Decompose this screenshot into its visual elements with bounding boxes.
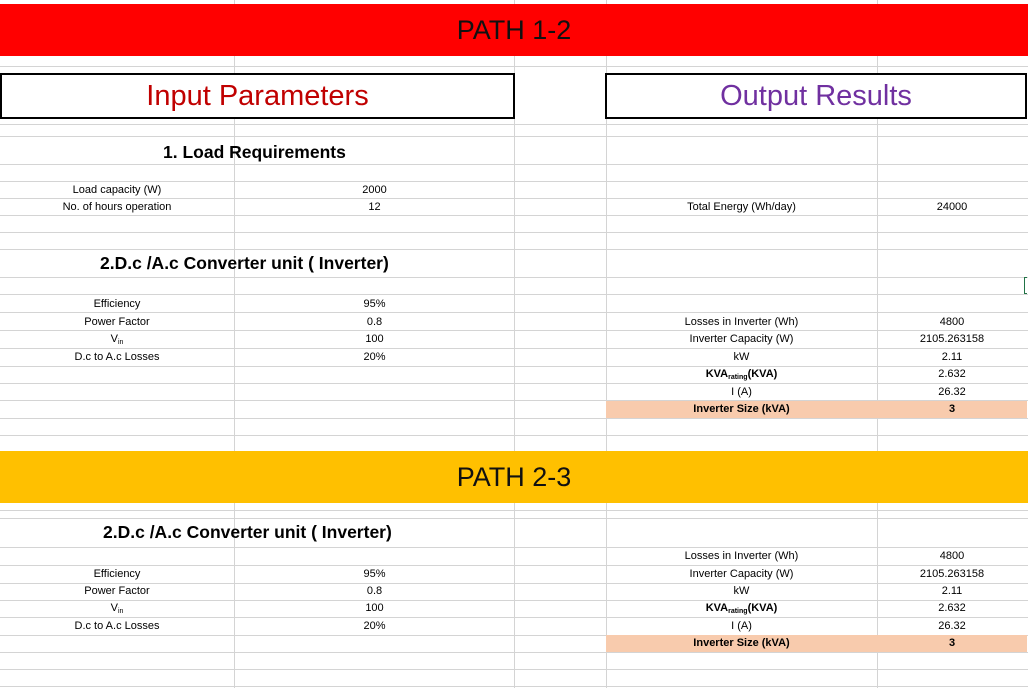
- kva-label-sub-2: rating: [728, 608, 748, 615]
- inverter-size-value-2[interactable]: 3: [948, 637, 956, 649]
- output-results-title-text: Output Results: [720, 79, 912, 112]
- vin-value-2[interactable]: 100: [365, 602, 384, 614]
- vin-label-sub: in: [117, 339, 124, 346]
- dc-ac-losses-label-2[interactable]: D.c to A.c Losses: [74, 620, 160, 632]
- kva-rating-value[interactable]: 2.632: [938, 368, 966, 380]
- kva-label-tail: (KVA): [747, 368, 778, 380]
- kva-rating-label[interactable]: [606, 366, 877, 383]
- path-2-3-banner[interactable]: [0, 451, 1028, 503]
- path-1-2-banner-text: PATH 1-2: [456, 14, 572, 45]
- load-requirements-heading[interactable]: 1. Load Requirements: [163, 142, 346, 162]
- losses-inverter-label[interactable]: Losses in Inverter (Wh): [684, 316, 799, 328]
- selected-cell-indicator[interactable]: [1024, 277, 1027, 294]
- vin-label-2[interactable]: [0, 600, 234, 617]
- kw-value-2[interactable]: 2.11: [941, 585, 963, 597]
- input-parameters-title[interactable]: [0, 73, 515, 119]
- hours-operation-value[interactable]: 12: [368, 201, 381, 213]
- inverter-capacity-value[interactable]: 2105.263158: [919, 333, 985, 345]
- power-factor-label[interactable]: Power Factor: [84, 316, 150, 328]
- inverter-capacity-label[interactable]: Inverter Capacity (W): [689, 333, 794, 345]
- dc-ac-losses-value-2[interactable]: 20%: [363, 620, 386, 632]
- efficiency-label[interactable]: Efficiency: [93, 298, 141, 310]
- path-2-3-banner-text: PATH 2-3: [456, 461, 572, 492]
- dc-ac-losses-label[interactable]: D.c to A.c Losses: [74, 351, 160, 363]
- inverter-size-value[interactable]: 3: [948, 403, 956, 415]
- vin-label-main: V: [110, 333, 118, 345]
- kva-rating-value-2[interactable]: 2.632: [938, 602, 966, 614]
- losses-inverter-value-2[interactable]: 4800: [939, 550, 965, 562]
- vin-value[interactable]: 100: [365, 333, 384, 345]
- inverter-size-label-2[interactable]: Inverter Size (kVA): [693, 637, 790, 649]
- inverter-size-label[interactable]: Inverter Size (kVA): [693, 403, 790, 415]
- current-value[interactable]: 26.32: [938, 386, 966, 398]
- input-parameters-title-text: Input Parameters: [146, 79, 369, 112]
- hours-operation-label[interactable]: No. of hours operation: [62, 201, 172, 213]
- power-factor-value[interactable]: 0.8: [366, 316, 383, 328]
- kva-label-sub: rating: [728, 374, 748, 381]
- vin-label[interactable]: [0, 331, 234, 348]
- inverter-capacity-label-2[interactable]: Inverter Capacity (W): [689, 568, 794, 580]
- vin-label-main-2: V: [110, 602, 118, 614]
- kva-label-main-2: KVA: [705, 602, 729, 614]
- current-label-2[interactable]: I (A): [731, 620, 752, 632]
- inverter-heading-path-1-2[interactable]: 2.D.c /A.c Converter unit ( Inverter): [100, 253, 389, 273]
- efficiency-label-2[interactable]: Efficiency: [93, 568, 141, 580]
- losses-inverter-label-2[interactable]: Losses in Inverter (Wh): [684, 550, 799, 562]
- kw-label-2[interactable]: kW: [733, 585, 750, 597]
- kw-label[interactable]: kW: [733, 351, 750, 363]
- inverter-heading-path-2-3[interactable]: 2.D.c /A.c Converter unit ( Inverter): [103, 522, 392, 542]
- power-factor-value-2[interactable]: 0.8: [366, 585, 383, 597]
- current-value-2[interactable]: 26.32: [938, 620, 966, 632]
- current-label[interactable]: I (A): [731, 386, 752, 398]
- total-energy-label[interactable]: Total Energy (Wh/day): [687, 201, 796, 213]
- output-results-title[interactable]: [605, 73, 1027, 119]
- vin-label-sub-2: in: [117, 608, 124, 615]
- inverter-capacity-value-2[interactable]: 2105.263158: [919, 568, 985, 580]
- kva-label-main: KVA: [705, 368, 729, 380]
- kw-value[interactable]: 2.11: [941, 351, 963, 363]
- efficiency-value[interactable]: 95%: [363, 298, 386, 310]
- power-factor-label-2[interactable]: Power Factor: [84, 585, 150, 597]
- path-1-2-banner[interactable]: [0, 4, 1028, 56]
- dc-ac-losses-value[interactable]: 20%: [363, 351, 386, 363]
- load-capacity-label[interactable]: Load capacity (W): [72, 184, 162, 196]
- total-energy-value[interactable]: 24000: [936, 201, 968, 213]
- losses-inverter-value[interactable]: 4800: [939, 316, 965, 328]
- load-capacity-value[interactable]: 2000: [362, 184, 387, 196]
- kva-rating-label-2[interactable]: [606, 600, 877, 617]
- kva-label-tail-2: (KVA): [747, 602, 778, 614]
- efficiency-value-2[interactable]: 95%: [363, 568, 386, 580]
